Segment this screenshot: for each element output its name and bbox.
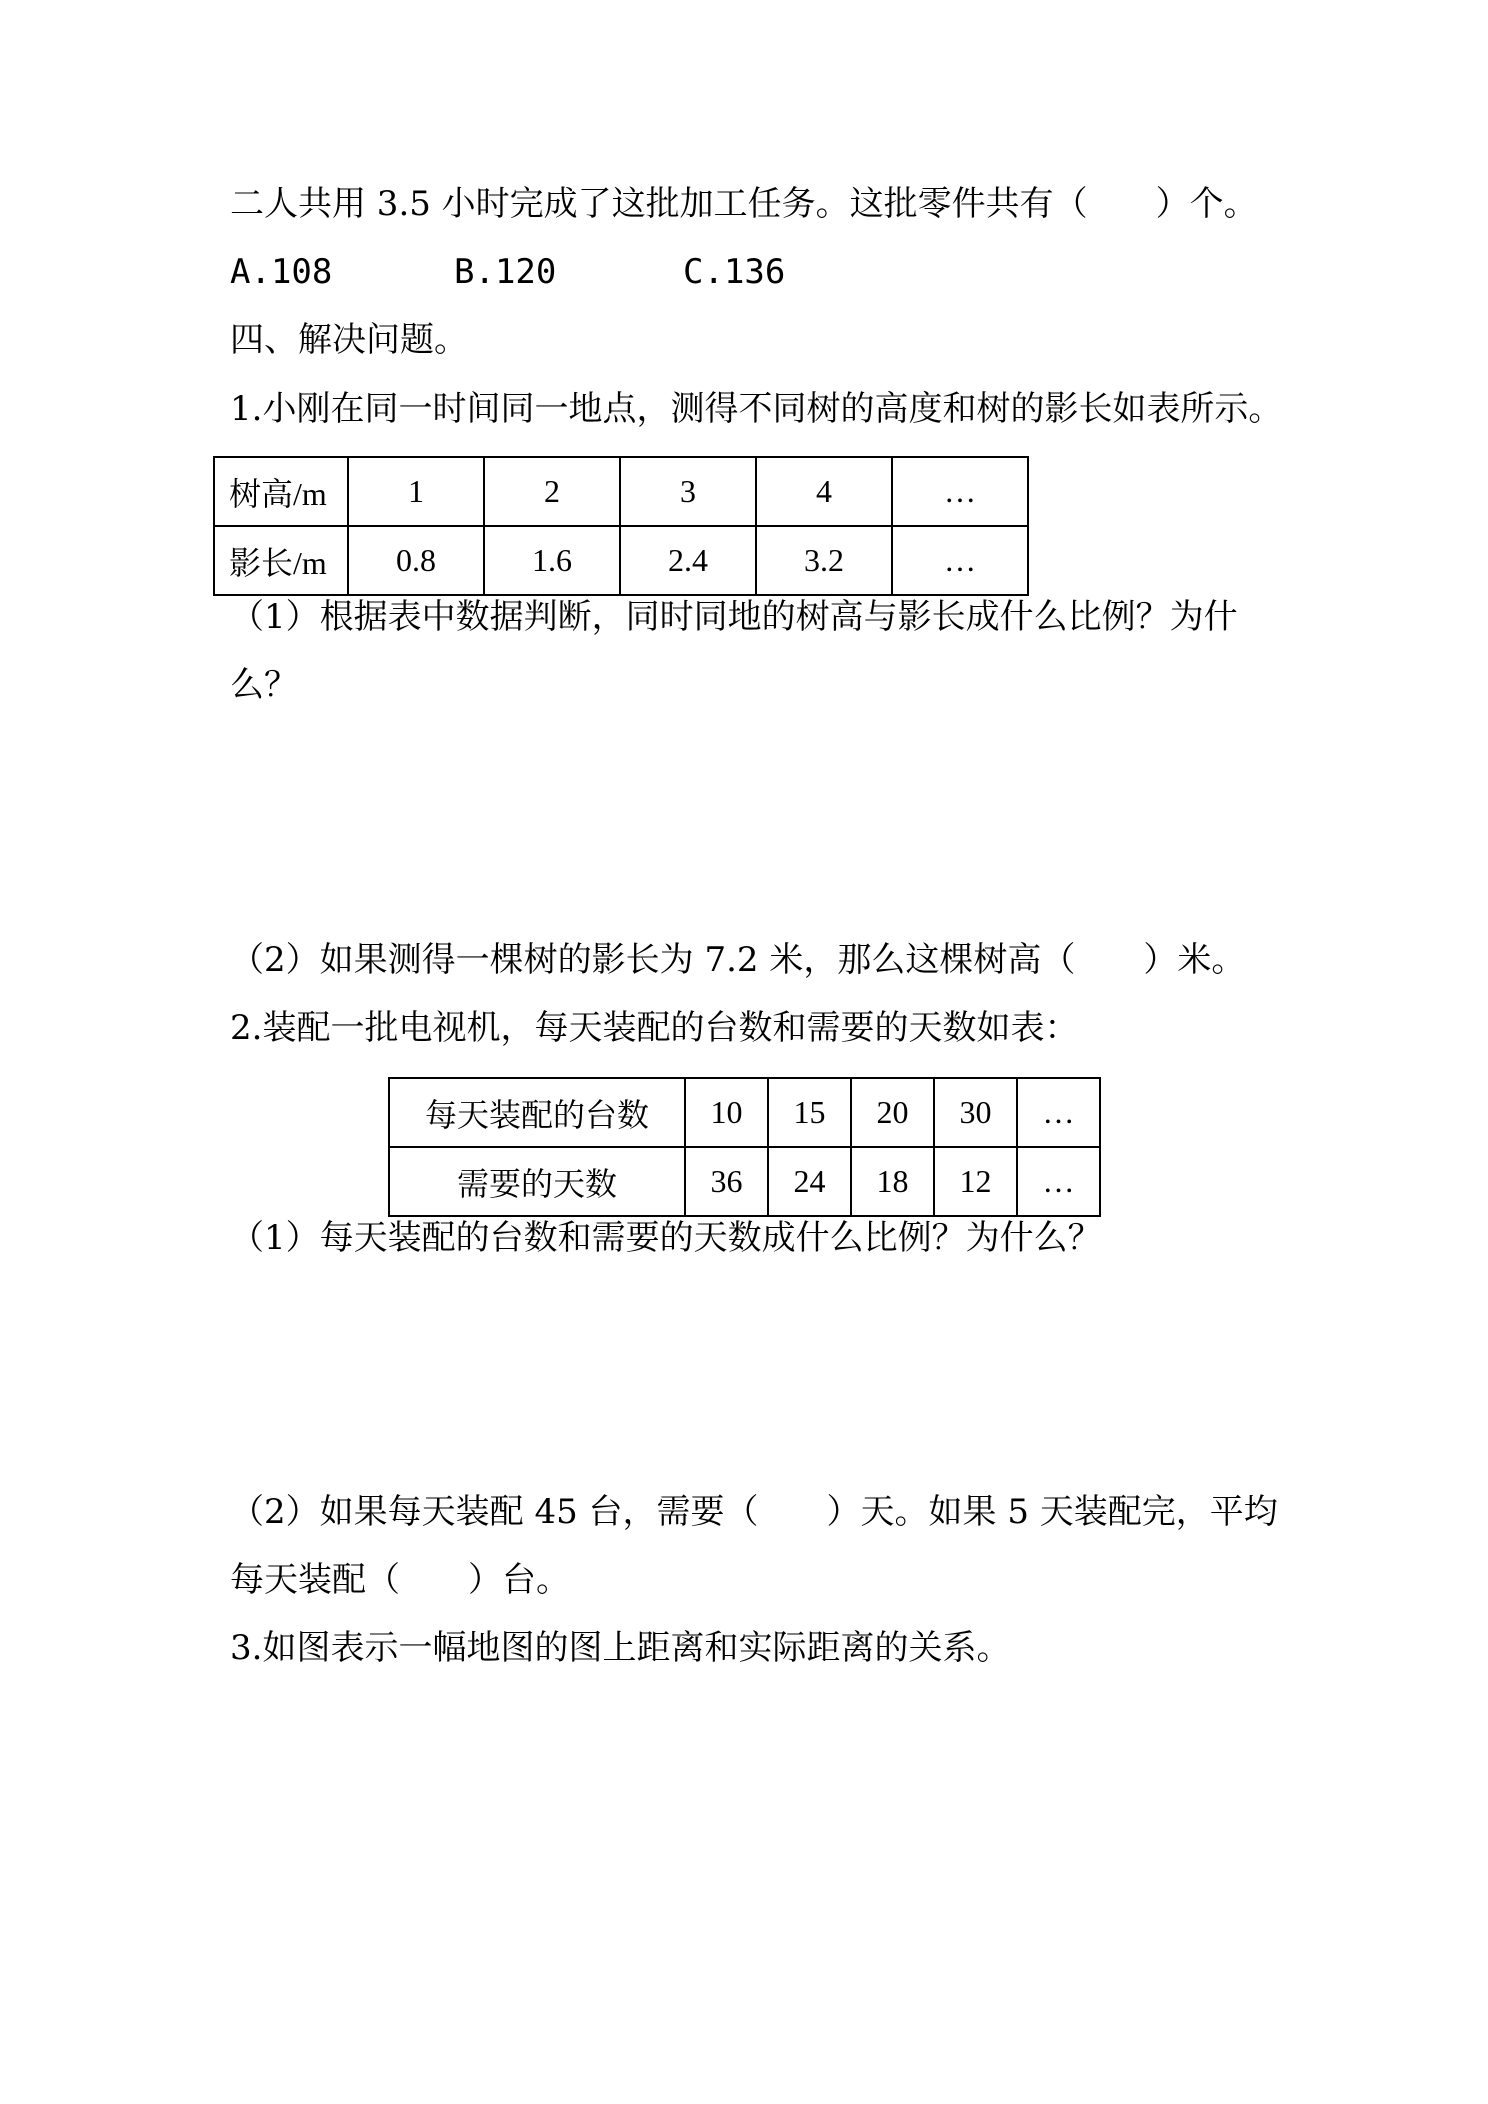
table-cell: … bbox=[892, 526, 1028, 595]
table-cell: 30 bbox=[934, 1078, 1017, 1147]
question-line-total-parts: 二人共用 3.5 小时完成了这批加工任务。这批零件共有（ ）个。 bbox=[230, 184, 1258, 224]
table-cell: 36 bbox=[685, 1147, 768, 1216]
table-header-cell: 影长/m bbox=[214, 526, 348, 595]
table-cell: 0.8 bbox=[348, 526, 484, 595]
table-header-cell: 树高/m bbox=[214, 457, 348, 526]
question-1-text: 1.小刚在同一时间同一地点，测得不同树的高度和树的影长如表所示。 bbox=[230, 389, 1283, 429]
table-cell: 3.2 bbox=[756, 526, 892, 595]
table-cell: 3 bbox=[620, 457, 756, 526]
section-heading-solve-problems: 四、解决问题。 bbox=[230, 320, 468, 360]
table-header-cell: 需要的天数 bbox=[389, 1147, 685, 1216]
table-row bbox=[389, 1078, 1100, 1147]
table-row bbox=[214, 457, 1028, 526]
question-2-part-2-line-a: （2）如果每天装配 45 台，需要（ ）天。如果 5 天装配完，平均 bbox=[230, 1492, 1278, 1532]
table-cell: 4 bbox=[756, 457, 892, 526]
table-cell: 20 bbox=[851, 1078, 934, 1147]
tv-assembly-table bbox=[388, 1077, 1101, 1217]
tree-shadow-table bbox=[213, 456, 1029, 596]
table-header-cell: 每天装配的台数 bbox=[389, 1078, 685, 1147]
table-cell: 1.6 bbox=[484, 526, 620, 595]
table-row bbox=[389, 1147, 1100, 1216]
question-2-text: 2.装配一批电视机，每天装配的台数和需要的天数如表： bbox=[230, 1008, 1079, 1048]
table-cell: 2.4 bbox=[620, 526, 756, 595]
question-1-part-1-line-a: （1）根据表中数据判断，同时同地的树高与影长成什么比例？为什 bbox=[230, 597, 1238, 637]
question-2-part-1: （1）每天装配的台数和需要的天数成什么比例？为什么？ bbox=[230, 1218, 1102, 1258]
table-row bbox=[214, 526, 1028, 595]
option-b: B.120 bbox=[454, 252, 557, 292]
table-cell: 2 bbox=[484, 457, 620, 526]
table-cell: 12 bbox=[934, 1147, 1017, 1216]
table-cell: 18 bbox=[851, 1147, 934, 1216]
table-cell: … bbox=[1017, 1147, 1100, 1216]
table-cell: 1 bbox=[348, 457, 484, 526]
option-c: C.136 bbox=[683, 252, 786, 292]
table-cell: 24 bbox=[768, 1147, 851, 1216]
table-cell: … bbox=[892, 457, 1028, 526]
table-cell: 15 bbox=[768, 1078, 851, 1147]
question-1-part-2: （2）如果测得一棵树的影长为 7.2 米，那么这棵树高（ ）米。 bbox=[230, 940, 1246, 980]
table-cell: 10 bbox=[685, 1078, 768, 1147]
question-2-part-2-line-b: 每天装配（ ）台。 bbox=[230, 1560, 570, 1600]
question-3-text: 3.如图表示一幅地图的图上距离和实际距离的关系。 bbox=[230, 1628, 1011, 1668]
table-cell: … bbox=[1017, 1078, 1100, 1147]
question-1-part-1-line-b: 么？ bbox=[230, 665, 298, 705]
option-a: A.108 bbox=[230, 252, 333, 292]
